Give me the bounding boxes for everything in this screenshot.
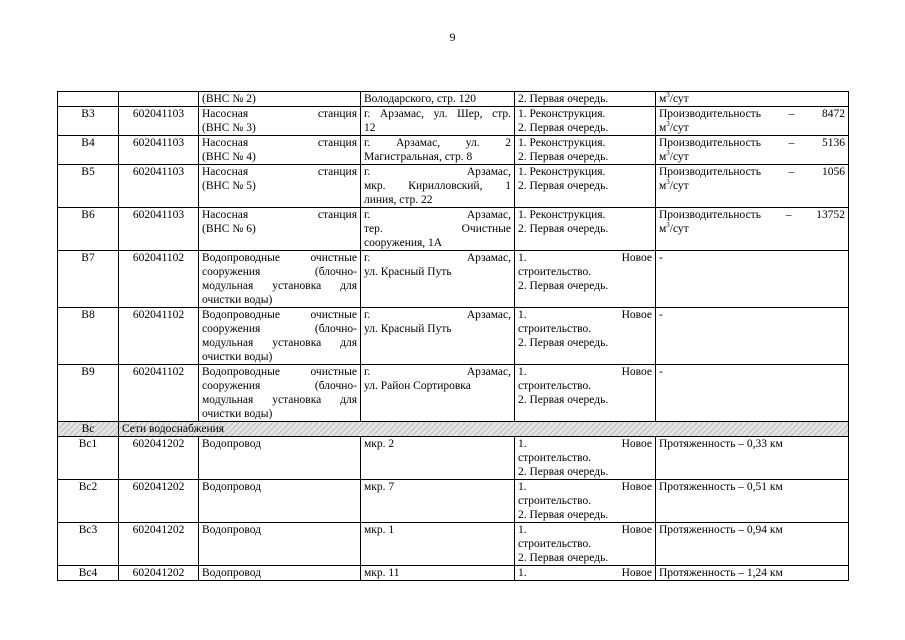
- section-code: Вс: [58, 422, 119, 437]
- classifier-code-cell: 602041202: [119, 566, 199, 581]
- table-row: [58, 208, 849, 251]
- stage-cell: 1. Новое строительство. 2. Первая очередь.: [515, 365, 656, 422]
- object-name-cell: Водопровод: [199, 437, 361, 480]
- object-code-cell: Вс1: [58, 437, 119, 480]
- stage-cell: 1. Новое строительство. 2. Первая очередь.: [515, 308, 656, 365]
- stage-cell: 1. Новое строительство. 2. Первая очередь.: [515, 480, 656, 523]
- classifier-code-cell: 602041202: [119, 523, 199, 566]
- location-cell: Володарского, стр. 120: [361, 92, 515, 107]
- page-number: 9: [449, 30, 456, 44]
- location-cell: г. Арзамас, ул. 2 Магистральная, стр. 8: [361, 136, 515, 165]
- object-code-cell: В5: [58, 165, 119, 208]
- table-row: [58, 480, 849, 523]
- table-row: [58, 365, 849, 422]
- characteristics-cell: Производительность – 1056 $м^3$/сут: [656, 165, 849, 208]
- classifier-code-cell: 602041202: [119, 437, 199, 480]
- characteristics-cell: -: [656, 308, 849, 365]
- object-name-cell: Водопроводные очистные сооружения (блочно- модульная установка для очистки воды): [199, 308, 361, 365]
- table-row: [58, 437, 849, 480]
- characteristics-cell: Протяженность – 0,51 км: [656, 480, 849, 523]
- object-code-cell: В3: [58, 107, 119, 136]
- location-cell: мкр. 1: [361, 523, 515, 566]
- classifier-code-cell: 602041102: [119, 365, 199, 422]
- classifier-code-cell: 602041103: [119, 208, 199, 251]
- classifier-code-cell: [119, 92, 199, 107]
- classifier-code-cell: 602041103: [119, 136, 199, 165]
- object-name-cell: Насосная станция (ВНС № 3): [199, 107, 361, 136]
- object-name-cell: Насосная станция (ВНС № 6): [199, 208, 361, 251]
- object-name-cell: Насосная станция (ВНС № 5): [199, 165, 361, 208]
- object-name-cell: Насосная станция (ВНС № 4): [199, 136, 361, 165]
- table-row: [58, 308, 849, 365]
- classifier-code-cell: 602041102: [119, 251, 199, 308]
- objects-table-body: [58, 92, 849, 581]
- table-row: [58, 566, 849, 581]
- characteristics-cell: Протяженность – 0,33 км: [656, 437, 849, 480]
- object-code-cell: В7: [58, 251, 119, 308]
- stage-cell: 1. Реконструкция. 2. Первая очередь.: [515, 165, 656, 208]
- table-row: [58, 107, 849, 136]
- object-code-cell: [58, 92, 119, 107]
- stage-cell: 1. Реконструкция. 2. Первая очередь.: [515, 107, 656, 136]
- location-cell: г. Арзамас, ул. Красный Путь: [361, 251, 515, 308]
- object-name-cell: Водопроводные очистные сооружения (блочно- модульная установка для очистки воды): [199, 365, 361, 422]
- stage-cell: 1. Новое: [515, 566, 656, 581]
- characteristics-cell: Производительность – 13752 $м^3$/сут: [656, 208, 849, 251]
- classifier-code-cell: 602041202: [119, 480, 199, 523]
- classifier-code-cell: 602041103: [119, 165, 199, 208]
- location-cell: г. Арзамас, тер. Очистные сооружения, 1А: [361, 208, 515, 251]
- stage-cell: 1. Новое строительство. 2. Первая очередь.: [515, 251, 656, 308]
- location-cell: г. Арзамас, ул. Красный Путь: [361, 308, 515, 365]
- location-cell: мкр. 2: [361, 437, 515, 480]
- location-cell: мкр. 7: [361, 480, 515, 523]
- object-code-cell: Вс2: [58, 480, 119, 523]
- characteristics-cell: Протяженность – 0,94 км: [656, 523, 849, 566]
- object-name-cell: Водопровод: [199, 566, 361, 581]
- table-row: [58, 92, 849, 107]
- location-cell: г. Арзамас, ул. Район Сортировка: [361, 365, 515, 422]
- characteristics-cell: Производительность – 5136 $м^3$/сут: [656, 136, 849, 165]
- stage-cell: 1. Реконструкция. 2. Первая очередь.: [515, 208, 656, 251]
- characteristics-cell: -: [656, 251, 849, 308]
- characteristics-cell: Протяженность – 1,24 км: [656, 566, 849, 581]
- characteristics-cell: -: [656, 365, 849, 422]
- object-name-cell: (ВНС № 2): [199, 92, 361, 107]
- table-row: [58, 165, 849, 208]
- stage-cell: 2. Первая очередь.: [515, 92, 656, 107]
- location-cell: мкр. 11: [361, 566, 515, 581]
- location-cell: г. Арзамас, мкр. Кирилловский, 1 линия, стр. 22: [361, 165, 515, 208]
- table-row: [58, 523, 849, 566]
- object-code-cell: В4: [58, 136, 119, 165]
- table-row: [58, 251, 849, 308]
- location-cell: г. Арзамас, ул. Шер, стр. 12: [361, 107, 515, 136]
- characteristics-cell: $м^3$/сут: [656, 92, 849, 107]
- stage-cell: 1. Новое строительство. 2. Первая очередь.: [515, 523, 656, 566]
- stage-cell: 1. Новое строительство. 2. Первая очередь.: [515, 437, 656, 480]
- stage-cell: 1. Реконструкция. 2. Первая очередь.: [515, 136, 656, 165]
- object-name-cell: Водопровод: [199, 523, 361, 566]
- classifier-code-cell: 602041102: [119, 308, 199, 365]
- object-code-cell: Вс4: [58, 566, 119, 581]
- objects-table: [57, 91, 849, 581]
- section-row: [58, 422, 849, 437]
- object-name-cell: Водопровод: [199, 480, 361, 523]
- classifier-code-cell: 602041103: [119, 107, 199, 136]
- object-name-cell: Водопроводные очистные сооружения (блочно- модульная установка для очистки воды): [199, 251, 361, 308]
- object-code-cell: В8: [58, 308, 119, 365]
- object-code-cell: Вс3: [58, 523, 119, 566]
- table-row: [58, 136, 849, 165]
- section-title: Сети водоснабжения: [119, 422, 849, 437]
- object-code-cell: В9: [58, 365, 119, 422]
- characteristics-cell: Производительность – 8472 $м^3$/сут: [656, 107, 849, 136]
- object-code-cell: В6: [58, 208, 119, 251]
